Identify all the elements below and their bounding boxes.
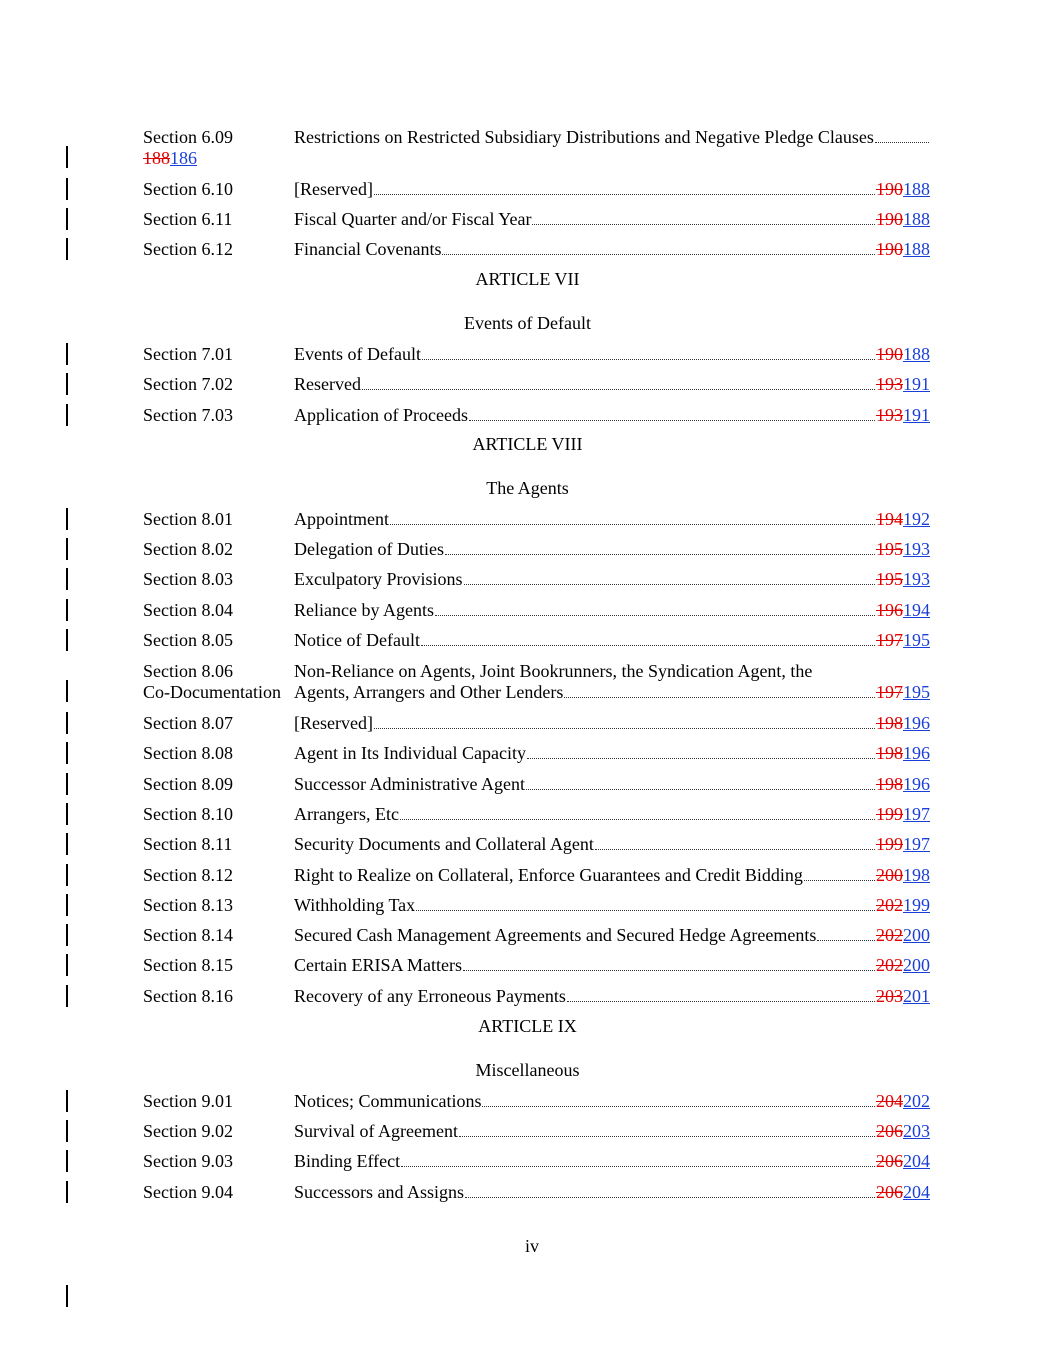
page-reference [876,681,930,703]
dot-leader [421,644,875,646]
section-number: Section 9.03 [143,1151,233,1171]
dot-leader [390,523,875,525]
inserted-page-number[interactable]: 194 [903,600,930,620]
inserted-page-number[interactable]: 204 [903,1182,930,1202]
toc-entry[interactable] [143,568,930,590]
section-title: Financial Covenants [294,239,442,259]
page-reference [876,508,930,530]
deleted-page-number: 199 [876,804,903,824]
deleted-page-number: 200 [876,865,903,885]
deleted-page-number: 194 [876,509,903,529]
deleted-page-number: 197 [876,630,903,650]
article-heading: ARTICLE VIII [472,434,583,454]
toc-entry[interactable] [143,954,930,976]
toc-entry[interactable] [143,508,930,530]
inserted-page-number[interactable]: 195 [903,630,930,650]
section-title: Successors and Assigns [294,1182,464,1202]
toc-entry[interactable] [143,1150,930,1172]
section-number: Section 9.02 [143,1121,233,1141]
section-number: Section 7.01 [143,344,233,364]
dot-leader [532,223,875,225]
dot-leader [435,614,875,616]
dot-leader [817,939,875,941]
toc-entry[interactable] [143,126,930,168]
article-subheading: The Agents [486,478,569,498]
article-subheading: Miscellaneous [475,1060,580,1080]
change-bar [66,864,68,886]
deleted-page-number: 199 [876,834,903,854]
page-reference [876,894,930,916]
toc-entry[interactable] [143,208,930,230]
change-bar [66,343,68,365]
deleted-page-number: 190 [876,239,903,259]
article-subheading: Events of Default [464,313,591,333]
section-number: Section 6.09 [143,127,233,147]
toc-entry[interactable] [143,343,930,365]
change-bar [66,568,68,590]
change-bar [66,773,68,795]
dot-leader [400,818,875,820]
section-title: Right to Realize on Collateral, Enforce Guarantees and Credit Bidding [294,865,803,885]
toc-entry[interactable] [143,985,930,1007]
change-bar [66,1090,68,1112]
deleted-page-number: 190 [876,209,903,229]
inserted-page-number[interactable]: 192 [903,509,930,529]
section-number: Section 8.03 [143,569,233,589]
toc-entry[interactable] [143,924,930,946]
toc-entry[interactable] [143,373,930,395]
section-title: Appointment [294,509,389,529]
section-number: Section 8.10 [143,804,233,824]
section-title: Binding Effect [294,1151,401,1171]
toc-entry[interactable] [143,803,930,825]
deleted-page-number: 195 [876,539,903,559]
section-title: Certain ERISA Matters [294,955,462,975]
deleted-page-number: 204 [876,1091,903,1111]
toc-entry[interactable] [143,660,930,704]
inserted-page-number[interactable]: 196 [903,713,930,733]
section-number: Section 8.13 [143,895,233,915]
section-number: Section 8.05 [143,630,233,650]
page-reference [876,208,930,230]
page-reference [876,373,930,395]
toc-entry[interactable] [143,1181,930,1203]
section-title: Withholding Tax [294,895,416,915]
page-reference [876,773,930,795]
dot-leader [595,848,875,850]
page-number-footer: iv [524,1236,539,1256]
section-title: Restrictions on Restricted Subsidiary Distributions and Negative Pledge Clauses [294,127,874,147]
dot-leader [374,727,875,729]
change-bar [66,954,68,976]
section-number: Section 8.09 [143,774,233,794]
dot-leader [416,909,875,911]
change-bar [66,208,68,230]
toc-entry[interactable] [143,599,930,621]
page-reference [876,178,930,200]
page-reference [876,864,930,886]
inserted-page-number[interactable]: 188 [903,179,930,199]
dot-leader [422,358,875,360]
deleted-page-number: 206 [876,1182,903,1202]
inserted-page-number[interactable]: 199 [903,895,930,915]
page-reference [876,538,930,560]
change-bar [66,894,68,916]
inserted-page-number[interactable]: 200 [903,925,930,945]
section-title-lead: Co-Documentation [143,682,281,702]
inserted-page-number[interactable]: 188 [903,344,930,364]
change-bar [66,238,68,260]
change-bar [66,833,68,855]
page-reference [876,404,930,426]
deleted-page-number: 198 [876,743,903,763]
section-number: Section 8.16 [143,986,233,1006]
inserted-page-number[interactable]: 186 [170,148,197,168]
section-title: [Reserved] [294,713,373,733]
page-reference [876,1120,930,1142]
dot-leader [564,696,875,698]
deleted-page-number: 202 [876,955,903,975]
section-number: Section 8.08 [143,743,233,763]
section-title: Reliance by Agents [294,600,434,620]
deleted-page-number: 190 [876,344,903,364]
deleted-page-number: 188 [143,148,170,168]
dot-leader [362,388,875,390]
deleted-page-number: 193 [876,374,903,394]
article-heading: ARTICLE VII [475,269,580,289]
deleted-page-number: 197 [876,682,903,702]
inserted-page-number[interactable]: 188 [903,209,930,229]
deleted-page-number: 206 [876,1151,903,1171]
deleted-page-number: 202 [876,925,903,945]
page-reference [876,1150,930,1172]
section-title: Successor Administrative Agent [294,774,525,794]
dot-leader [875,141,929,143]
toc-entry[interactable] [143,404,930,426]
change-bar [66,1181,68,1203]
dot-leader [482,1105,875,1107]
section-title: Agent in Its Individual Capacity [294,743,526,763]
inserted-page-number[interactable]: 191 [903,405,930,425]
section-number: Section 6.10 [143,179,233,199]
toc-entry[interactable] [143,833,930,855]
section-title: Secured Cash Management Agreements and Secured Hedge Agreements [294,925,817,945]
dot-leader [464,583,876,585]
change-bar [66,629,68,651]
section-title-line-1: Non-Reliance on Agents, Joint Bookrunners, the Syndication Agent, the [294,661,813,681]
change-bar [66,803,68,825]
change-bar [66,680,68,702]
inserted-page-number[interactable]: 191 [903,374,930,394]
inserted-page-number[interactable]: 204 [903,1151,930,1171]
page-reference [876,238,930,260]
toc-entry[interactable] [143,629,930,651]
section-title: Exculpatory Provisions [294,569,463,589]
change-bar [66,508,68,530]
page-reference [876,803,930,825]
page-reference [876,599,930,621]
toc-entry[interactable] [143,178,930,200]
section-number: Section 8.04 [143,600,233,620]
dot-leader [567,1000,875,1002]
section-number: Section 7.03 [143,405,233,425]
inserted-page-number[interactable]: 188 [903,239,930,259]
section-number: Section 6.11 [143,209,233,229]
section-title: Recovery of any Erroneous Payments [294,986,566,1006]
change-bar [66,924,68,946]
dot-leader [445,553,875,555]
page-reference [876,924,930,946]
change-bar [66,985,68,1007]
inserted-page-number[interactable]: 197 [903,834,930,854]
toc-entry[interactable] [143,773,930,795]
dot-leader [527,757,875,759]
section-title: Arrangers, Etc [294,804,399,824]
change-bar [66,1285,68,1307]
page-reference [876,833,930,855]
change-bar [66,599,68,621]
change-bar [66,178,68,200]
toc-entry[interactable] [143,238,930,260]
change-bar [66,146,68,168]
section-number: Section 9.01 [143,1091,233,1111]
toc-entry[interactable] [143,538,930,560]
dot-leader [463,969,875,971]
page-reference [876,1181,930,1203]
section-title: Survival of Agreement [294,1121,458,1141]
inserted-page-number[interactable]: 201 [903,986,930,1006]
toc-entry[interactable] [143,1120,930,1142]
inserted-page-number[interactable]: 195 [903,682,930,702]
change-bar [66,404,68,426]
section-title: Delegation of Duties [294,539,444,559]
section-title: Fiscal Quarter and/or Fiscal Year [294,209,532,229]
deleted-page-number: 195 [876,569,903,589]
section-title: [Reserved] [294,179,373,199]
deleted-page-number: 198 [876,713,903,733]
section-number: Section 8.07 [143,713,233,733]
inserted-page-number[interactable]: 198 [903,865,930,885]
inserted-page-number[interactable]: 202 [903,1091,930,1111]
change-bar [66,712,68,734]
change-bar [66,742,68,764]
dot-leader [374,193,875,195]
section-title-line-2: Agents, Arrangers and Other Lenders [294,682,564,702]
section-number: Section 8.06 [143,661,233,681]
toc-entry[interactable] [143,864,930,886]
dot-leader [401,1165,875,1167]
dot-leader [459,1135,875,1137]
deleted-page-number: 196 [876,600,903,620]
page-reference [876,985,930,1007]
deleted-page-number: 206 [876,1121,903,1141]
inserted-page-number[interactable]: 196 [903,774,930,794]
dot-leader [469,419,875,421]
dot-leader [526,788,875,790]
inserted-page-number[interactable]: 196 [903,743,930,763]
page-reference [876,954,930,976]
inserted-page-number[interactable]: 203 [903,1121,930,1141]
page-reference [876,712,930,734]
toc-entry[interactable] [143,742,930,764]
section-number: Section 8.14 [143,925,233,945]
section-number: Section 8.02 [143,539,233,559]
section-title: Notices; Communications [294,1091,482,1111]
section-title: Notice of Default [294,630,420,650]
dot-leader [804,879,875,881]
toc-entry[interactable] [143,1090,930,1112]
deleted-page-number: 198 [876,774,903,794]
deleted-page-number: 190 [876,179,903,199]
toc-entry[interactable] [143,712,930,734]
section-number: Section 6.12 [143,239,233,259]
section-title: Reserved [294,374,361,394]
page-reference [876,343,930,365]
section-title: Application of Proceeds [294,405,468,425]
page-reference [143,147,197,169]
page-reference [876,742,930,764]
toc-entry[interactable] [143,894,930,916]
page-reference [876,1090,930,1112]
section-title: Security Documents and Collateral Agent [294,834,594,854]
section-number: Section 7.02 [143,374,233,394]
deleted-page-number: 193 [876,405,903,425]
change-bar [66,373,68,395]
change-bar [66,1150,68,1172]
section-title: Events of Default [294,344,421,364]
dot-leader [465,1196,875,1198]
deleted-page-number: 202 [876,895,903,915]
page-reference [876,629,930,651]
deleted-page-number: 203 [876,986,903,1006]
section-number: Section 8.15 [143,955,233,975]
change-bar [66,538,68,560]
section-number: Section 8.12 [143,865,233,885]
section-number: Section 8.01 [143,509,233,529]
section-number: Section 8.11 [143,834,233,854]
change-bar [66,1120,68,1142]
inserted-page-number[interactable]: 193 [903,539,930,559]
page-reference [876,568,930,590]
inserted-page-number[interactable]: 200 [903,955,930,975]
article-heading: ARTICLE IX [478,1016,577,1036]
inserted-page-number[interactable]: 193 [903,569,930,589]
section-number: Section 9.04 [143,1182,233,1202]
inserted-page-number[interactable]: 197 [903,804,930,824]
dot-leader [442,253,875,255]
